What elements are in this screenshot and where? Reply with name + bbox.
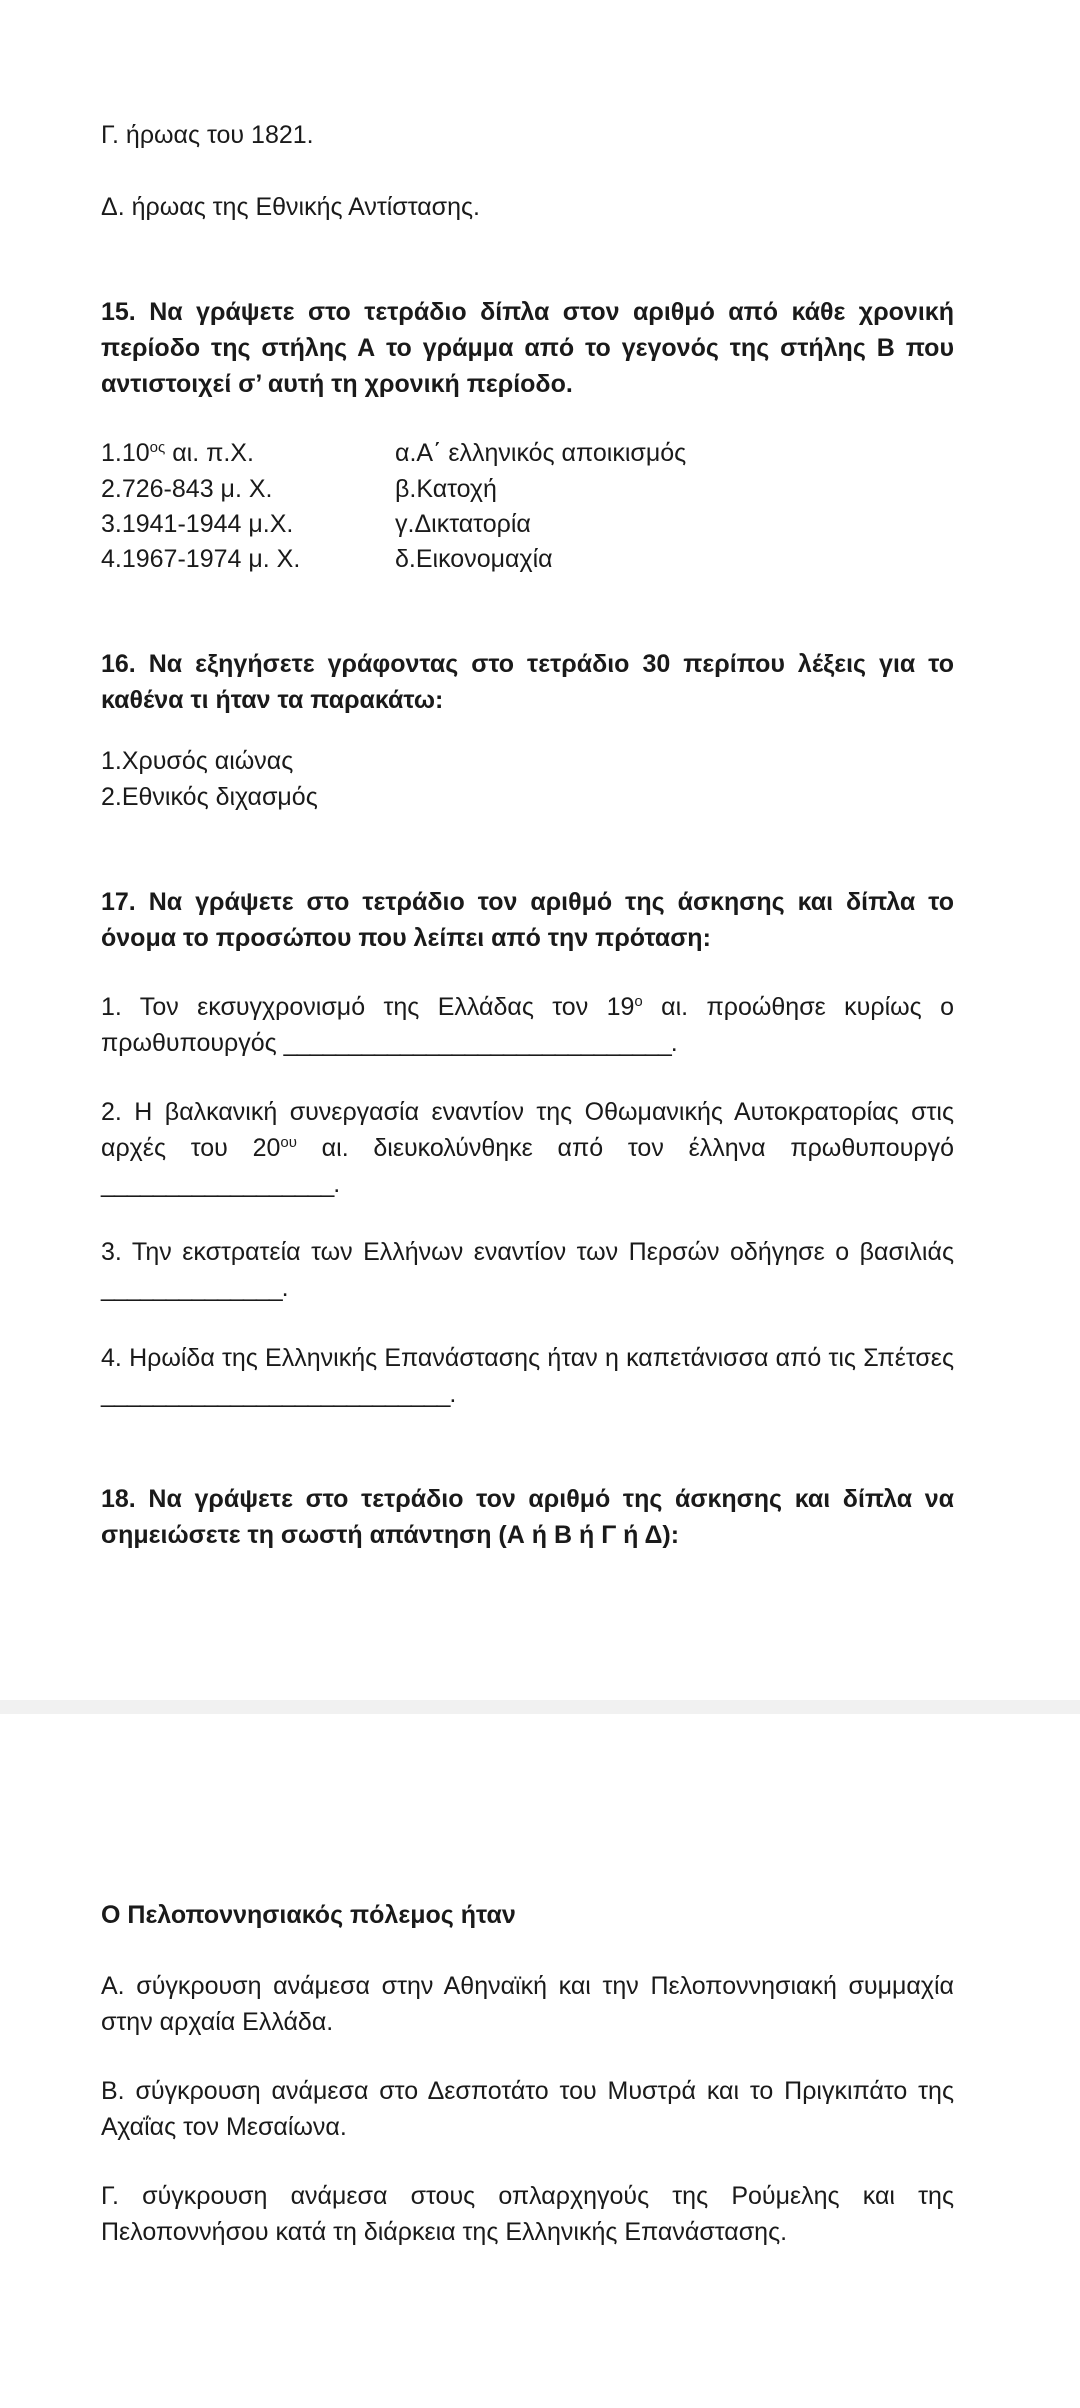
period-cell: 4.1967-1974 μ. Χ. [101, 545, 301, 573]
list-item: 2.Εθνικός διχασμός [101, 783, 318, 811]
matching-row [101, 506, 954, 542]
matching-row [101, 541, 954, 577]
fill-in-sentence-4: 4. Ηρωίδα της Ελληνικής Επανάστασης ήταν η καπετάνισσα από τις Σπέτσες ___________________________. [101, 1344, 954, 1408]
page-separator [0, 1700, 1080, 1714]
answer-blank: ______________________________. [283, 1029, 677, 1057]
event-cell: β.Κατοχή [395, 475, 497, 503]
answer-option-b: Β. σύγκρουση ανάμεσα στο Δεσποτάτο του Μυστρά και το Πριγκιπάτο της Αχαΐας τον Μεσαίωνα. [101, 2077, 954, 2141]
period-cell: 2.726-843 μ. Χ. [101, 475, 273, 503]
answer-blank: ___________________________. [101, 1380, 456, 1408]
answer-blank: ______________. [101, 1274, 288, 1302]
question-18-prompt: 18. Να γράψετε στο τετράδιο τον αριθμό της άσκησης και δίπλα να σημειώσετε τη σωστή απάντηση (Α ή Β ή Γ ή Δ): [101, 1485, 954, 1549]
matching-row [101, 435, 954, 471]
answer-option-c: Γ. σύγκρουση ανάμεσα στους οπλαρχηγούς της Ρούμελης και της Πελοποννήσου κατά τη διάρκεια της Ελληνικής Επανάστασης. [101, 2182, 954, 2246]
question-15-prompt: 15. Να γράψετε στο τετράδιο δίπλα στον αριθμό από κάθε χρονική περίοδο της στήλης Α το γράμμα από το γεγονός της στήλης Β που αντιστοιχεί σ’ αυτή τη χρονική περίοδο. [101, 298, 954, 398]
period-cell: 3.1941-1944 μ.Χ. [101, 510, 294, 538]
question-title: Ο Πελοποννησιακός πόλεμος ήταν [101, 1901, 516, 1929]
event-cell: δ.Εικονομαχία [395, 545, 553, 573]
answer-option-a: Α. σύγκρουση ανάμεσα στην Αθηναϊκή και την Πελοποννησιακή συμμαχία στην αρχαία Ελλάδα. [101, 1972, 954, 2036]
answer-option-g: Γ. ήρωας του 1821. [101, 121, 314, 149]
fill-in-sentence-2: 2. Η βαλκανική συνεργασία εναντίον της Οθωμανικής Αυτοκρατορίας στις αρχές του $20^{o\upsilon}$ αι. διευκολύνθηκε από τον έλληνα πρωθυπουργό __________________. [101, 1098, 954, 1198]
matching-row [101, 471, 954, 507]
event-cell: γ.Δικτατορία [395, 510, 531, 538]
fill-in-sentence-1: 1. Τον εκσυγχρονισμό της Ελλάδας τον $19^o$ αι. προώθησε κυρίως ο πρωθυπουργός ______________________________. [101, 993, 954, 1057]
period-cell: $1.10^{o\varsigma}$ αι. π.Χ. [101, 439, 254, 467]
answer-blank: __________________. [101, 1170, 340, 1198]
event-cell: α.Α΄ ελληνικός αποικισμός [395, 439, 687, 467]
answer-option-d: Δ. ήρωας της Εθνικής Αντίστασης. [101, 193, 480, 221]
question-16-prompt: 16. Να εξηγήσετε γράφοντας στο τετράδιο 30 περίπου λέξεις για το καθένα τι ήταν τα παρακάτω: [101, 650, 954, 714]
question-17-prompt: 17. Να γράψετε στο τετράδιο τον αριθμό της άσκησης και δίπλα το όνομα το προσώπου που λείπει από την πρόταση: [101, 888, 954, 952]
fill-in-sentence-3: 3. Την εκστρατεία των Ελλήνων εναντίον των Περσών οδήγησε ο βασιλιάς ______________. [101, 1238, 954, 1302]
list-item: 1.Χρυσός αιώνας [101, 747, 294, 775]
document-page-2 [0, 1714, 1080, 2408]
